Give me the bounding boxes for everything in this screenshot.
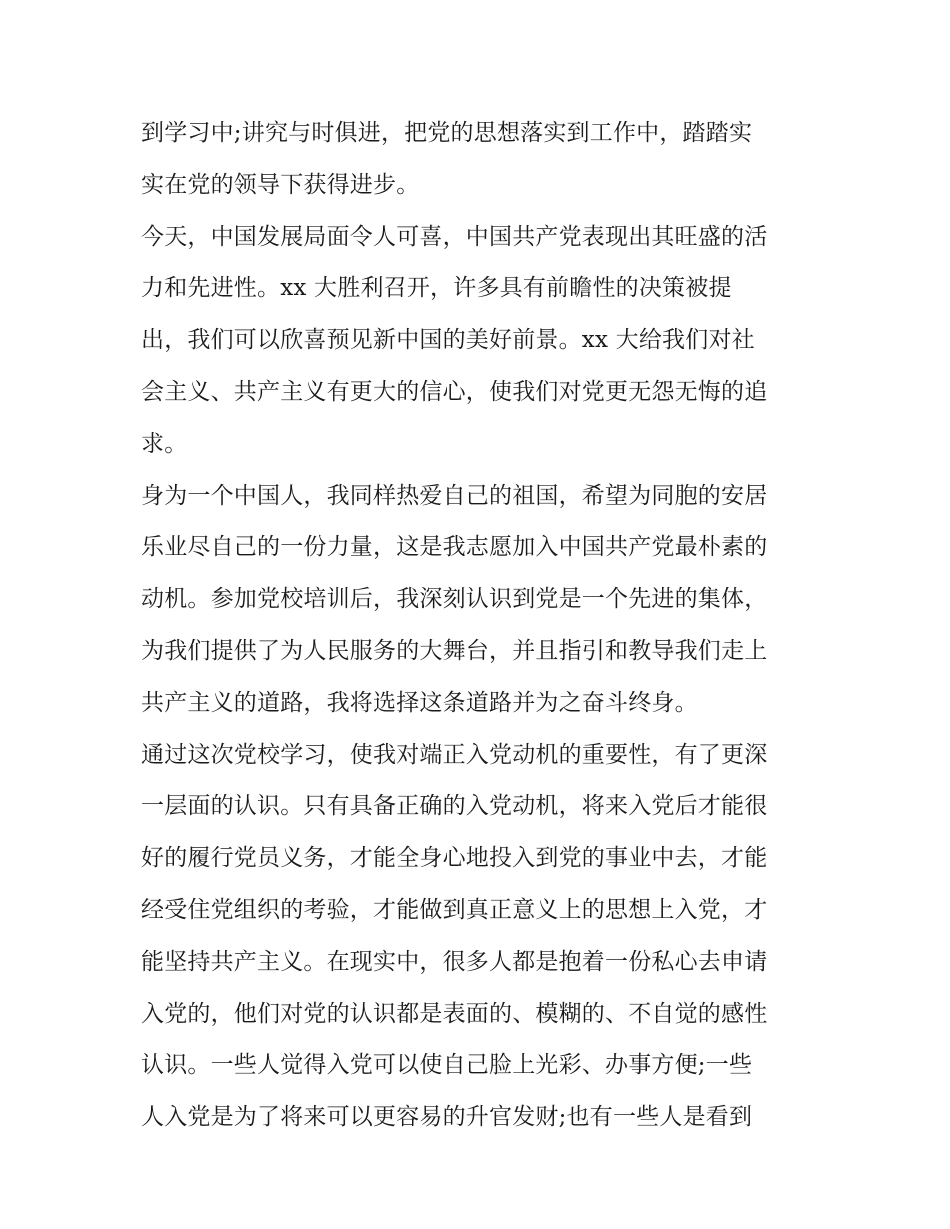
text-line: 入党的，他们对党的认识都是表面的、模糊的、不自觉的感性 (141, 1000, 768, 1027)
text-line: 认识。一些人觉得入党可以使自己脸上光彩、办事方便;一些 (141, 1052, 753, 1079)
text-line: 一层面的认识。只有具备正确的入党动机，将来入党后才能很 (141, 793, 768, 820)
text-line: 实在党的领导下获得进步。 (141, 171, 420, 198)
text-line: 动机。参加党校培训后，我深刻认识到党是一个先进的集体， (141, 586, 768, 613)
text-line: 能坚持共产主义。在现实中，很多人都是抱着一份私心去申请 (141, 948, 768, 975)
text-line: 出，我们可以欣喜预见新中国的美好前景。xx 大给我们对社 (141, 327, 755, 354)
text-line: 会主义、共产主义有更大的信心，使我们对党更无怨无悔的追 (141, 378, 768, 405)
text-line: 共产主义的道路，我将选择这条道路并为之奋斗终身。 (141, 689, 698, 716)
text-line: 力和先进性。xx 大胜利召开，许多具有前瞻性的决策被提 (141, 275, 732, 302)
text-line: 身为一个中国人，我同样热爱自己的祖国，希望为同胞的安居 (141, 482, 768, 509)
text-line: 为我们提供了为人民服务的大舞台，并且指引和教导我们走上 (141, 637, 768, 664)
body-text (141, 108, 821, 1144)
text-line: 求。 (141, 430, 188, 457)
text-line: 经受住党组织的考验，才能做到真正意义上的思想上入党，才 (141, 896, 768, 923)
text-line: 今天，中国发展局面令人可喜，中国共产党表现出其旺盛的活 (141, 223, 768, 250)
text-line: 乐业尽自己的一份力量，这是我志愿加入中国共产党最朴素的 (141, 534, 768, 561)
text-line: 人入党是为了将来可以更容易的升官发财;也有一些人是看到 (141, 1104, 753, 1131)
text-line: 到学习中;讲究与时俱进，把党的思想落实到工作中，踏踏实 (141, 120, 753, 146)
text-line: 好的履行党员义务，才能全身心地投入到党的事业中去，才能 (141, 845, 768, 872)
text-line: 通过这次党校学习，使我对端正入党动机的重要性，有了更深 (141, 741, 768, 768)
